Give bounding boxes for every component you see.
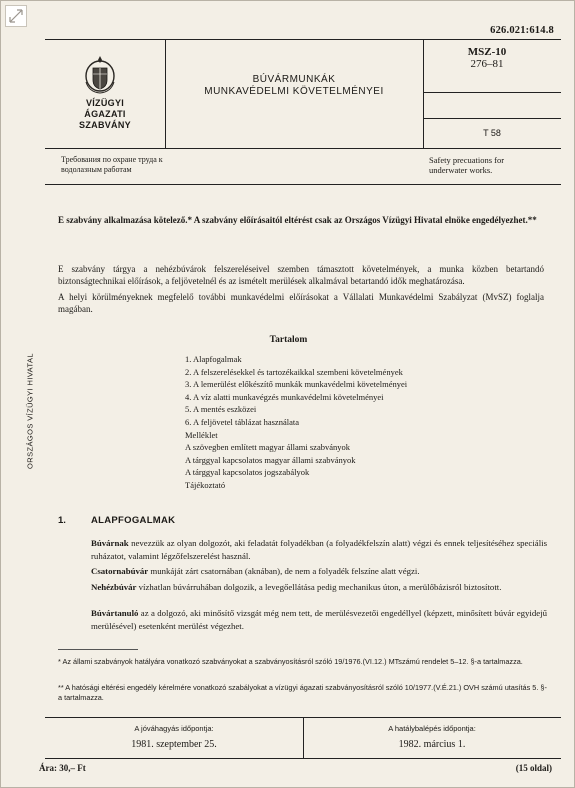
intro-mandatory-paragraph: E szabvány alkalmazása kötelező.* A szabvány előírásaitól eltérést csak az Országos Vízügyi Hivatal elnöke engedélyezhet.** <box>58 215 537 225</box>
section-number: 1. <box>58 515 66 526</box>
expand-icon[interactable] <box>5 5 27 27</box>
coat-of-arms-emblem <box>83 54 117 94</box>
russian-title: Требования по охране труда к водолазным работам <box>61 155 163 174</box>
organization-label: VÍZÜGYI ÁGAZATI SZABVÁNY <box>79 98 131 130</box>
page-count: (15 oldal) <box>515 763 552 773</box>
intro-scope-paragraph: E szabvány tárgya a nehézbúvárok felszereléseivel szemben támasztott követelmények, a munka közben betartandó biztonságtechnikai előírások, a feljövetelnél és az ismételt merülések alkalmával betartandó idők meghatározása. <box>58 264 544 286</box>
divider <box>45 184 561 185</box>
toc-item: 6. A feljövetel táblázat használata <box>185 416 299 427</box>
standard-title: BÚVÁRMUNKÁK MUNKAVÉDELMI KÖVETELMÉNYEI <box>204 74 384 97</box>
standard-number: MSZ-10 276–81 <box>467 46 507 70</box>
toc-item: 3. A lemerülést előkészítő munkák munkavédelmi követelményei <box>185 379 408 390</box>
toc-item: 4. A víz alatti munkavégzés munkavédelmi követelményei <box>185 391 384 402</box>
approved-date: 1981. szeptember 25. <box>131 739 217 750</box>
date-footer <box>45 717 561 759</box>
toc-title: Tartalom <box>269 335 308 345</box>
toc-item: 5. A mentés eszközei <box>185 404 257 415</box>
table-of-contents <box>185 353 485 492</box>
definition-paragraph: Búvártanuló az a dolgozó, aki minősítő vizsgát még nem tett, de merülésvezetői engedéllyel (képzett, minősített búvár egyidejű merülésével) esetenként merülést végezhet. <box>91 608 547 631</box>
toc-item: Melléklet <box>185 429 218 440</box>
toc-item: 2. A felszerelésekkel és tartozékaikkal szembeni követelmények <box>185 366 403 377</box>
section-title: ALAPFOGALMAK <box>91 515 176 526</box>
intro-local-paragraph: A helyi körülményeknek megfelelő további munkavédelmi előírásokat a Vállalati Munkavédelmi Szabályzat (MvSZ) foglalja magában. <box>58 292 544 314</box>
price: Ára: 30,– Ft <box>39 763 86 773</box>
definition-paragraph: Búvárnak nevezzük az olyan dolgozót, aki feladatát folyadékban (a folyadékfelszín alatt) végzi és ennek teljesítéséhez speciális ruházatot, valamint légzőfelszerelést használ. <box>91 538 547 561</box>
footnote-rule <box>58 649 138 650</box>
toc-item: Tájékoztató <box>185 479 226 490</box>
effective-label: A hatálybalépés időpontja: <box>388 724 476 733</box>
toc-item: A tárggyal kapcsolatos jogszabályok <box>185 467 310 478</box>
category-code: T 58 <box>483 128 501 138</box>
definition-paragraph: Nehézbúvár vízhatlan búvárruhában dolgozik, a levegőellátása pedig mechanikus úton, a merülőbázisról biztosított. <box>91 582 502 592</box>
approved-label: A jóváhagyás időpontja: <box>134 724 214 733</box>
effective-date: 1982. március 1. <box>398 739 466 750</box>
english-title: Safety precuations for underwater works. <box>429 155 505 175</box>
side-publisher-text: ORSZÁGOS VÍZÜGYI HIVATAL <box>25 353 35 469</box>
toc-item: A tárggyal kapcsolatos magyar állami szabványok <box>185 454 356 465</box>
footnote: ** A hatósági eltérési engedély kérelmére vonatkozó szabályokat a vízügyi ágazati szabványosításról szóló 10/1977.(V.É.21.) OVH számú utasítás 5. §-a tartalmazza. <box>58 683 547 702</box>
footnote: * Az állami szabványok hatályára vonatkozó szabványokat a szabványosításról szóló 19/1976.(VI.12.) MTszámú rendelet 5–12. §-a tartalmazza. <box>58 657 523 666</box>
definition-paragraph: Csatornabúvár munkáját zárt csatornában (aknában), de nem a folyadék felszíne alatt végzi. <box>91 566 420 576</box>
toc-item: A szövegben említett magyar állami szabványok <box>185 442 350 453</box>
toc-item: 1. Alapfogalmak <box>185 354 242 364</box>
classification-code: 626.021:614.8 <box>490 25 554 36</box>
standard-header <box>45 39 561 149</box>
